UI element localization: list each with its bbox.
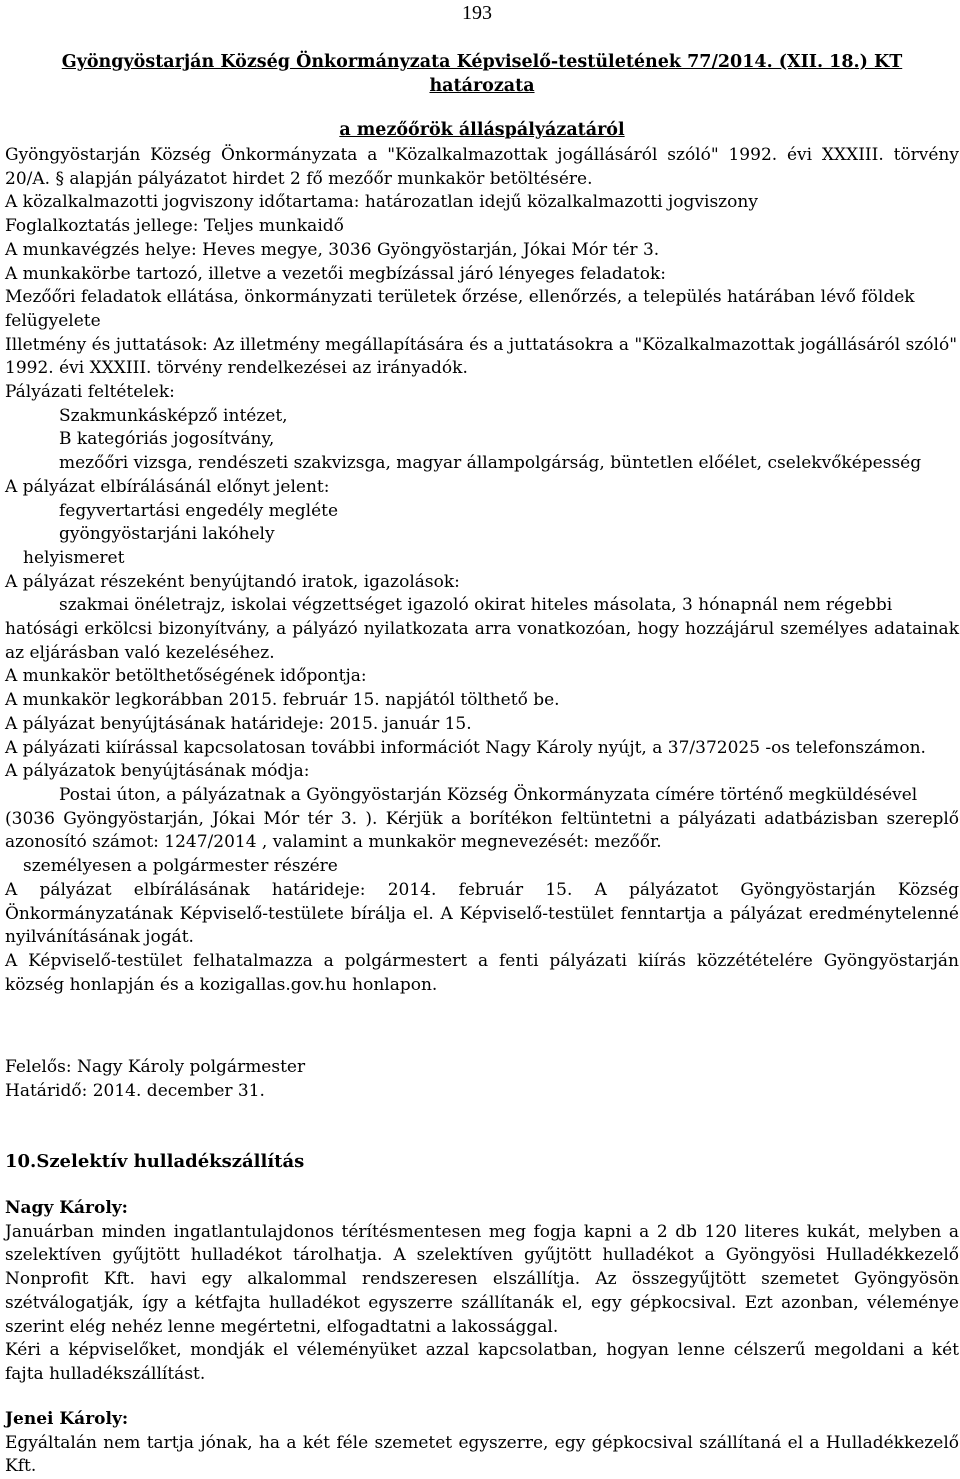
informacio-paragraph: A pályázati kiírással kapcsolatosan további információt Nagy Károly nyújt, a 37/372025 -os telefonszámon. [5, 737, 926, 758]
iratok-continuation: hatósági erkölcsi bizonyítvány, a pályázó nyilatkozata arra vonatkozóan, hogy hozzájárul személyes adatainak az eljárásban való kezeléséhez. [5, 619, 959, 663]
list-item [5, 428, 959, 452]
list-item-text: fegyvertartási engedély megléte [59, 500, 339, 521]
speaker-paragraph: Januárban minden ingatlantulajdonos térítésmentesen meg fogja kapni a 2 db 120 literes kukát, melyben a szelektíven gyűjtött hulladékot tárolhatja. A szelektíven gyűjtött hulladékot a Gyöngyösi Hulladékkezelő Nonprofit Kft. havi egy alkalommal rendszeresen elszállítja. Az összegyűjtött szemetet Gyöngyösön szétválogatják, így a kétfajta hulladékot egyszerre szállítanák el, egy gépkocsival. Ezt azonban, véleménye szerint elég nehéz lenne megértetni, elfogadtatni a lakossággal. [5, 1221, 959, 1337]
modja-continuation: (3036 Gyöngyöstarján, Jókai Mór tér 3. ). Kérjük a borítékon feltüntetni a pályázati adatbázisban szereplő azonosító számot: 1247/2014 , valamint a munkakör megnevezését: mezőőr. [5, 808, 959, 853]
resolution-title [5, 50, 959, 98]
list-item [5, 500, 959, 524]
betoltes-label: A munkakör betölthetőségének időpontja: [5, 666, 367, 687]
intro-paragraph: Gyöngyöstarján Község Önkormányzata a "Közalkalmazottak jogállásáról szóló" 1992. évi XXXIII. törvény 20/A. § alapján pályázatot hirdet 2 fő mezőőr munkakör betöltésére. [5, 145, 959, 189]
speaker-paragraph: Kéri a képviselőket, mondják el véleményüket azzal kapcsolatban, hogyan lenne célszerű megoldani a két fajta hulladékszállítást. [5, 1340, 959, 1384]
betoltes-text: A munkakör legkorábban 2015. február 15. napjától tölthető be. [5, 690, 560, 711]
responsibility-block [5, 1056, 959, 1103]
felhatalmazas-paragraph: A Képviselő-testület felhatalmazza a polgármestert a fenti pályázati kiírás közzétételére Gyöngyöstarján község honlapján és a kozigallas.gov.hu honlapon. [5, 950, 959, 995]
speaker-paragraph: Egyáltalán nem tartja jónak, ha a két féle szemetet egyszerre, egy gépkocsival szállítaná el a Hulladékkezelő Kft. [5, 1432, 959, 1477]
title-line-2: határozata [429, 76, 535, 96]
list-item [5, 547, 959, 571]
list-item-text: szakmai önéletrajz, iskolai végzettséget igazoló okirat hiteles másolata, 3 hónapnál nem régebbi [59, 595, 893, 616]
jogviszony-line: A közalkalmazotti jogviszony időtartama: határozatlan idejű közalkalmazotti jogviszony [5, 192, 758, 213]
speaker-name: Jenei Károly: [5, 1409, 129, 1429]
hatarido-line: Határidő: 2014. december 31. [5, 1080, 265, 1101]
list-item [5, 452, 959, 476]
title-line-1: Gyöngyöstarján Község Önkormányzata Képviselő-testületének 77/2014. (XII. 18.) KT [61, 52, 903, 72]
resolution-subtitle: a mezőőrök álláspályázatáról [339, 120, 625, 140]
benyujtas-hatarido: A pályázat benyújtásának határideje: 2015. január 15. [5, 713, 472, 734]
feladatok-label: A munkakörbe tartozó, illetve a vezetői megbízással járó lényeges feladatok: [5, 263, 666, 284]
illetmeny-paragraph: Illetmény és juttatások: Az illetmény megállapítására és a juttatásokra a "Közalkalmazottak jogállásáról szóló" 1992. évi XXXIII. törvény rendelkezései az irányadók. [5, 334, 958, 379]
list-item-text: B kategóriás jogosítvány, [59, 429, 275, 450]
elony-label: A pályázat elbírálásánál előnyt jelent: [5, 476, 330, 497]
foglalkoztatas-line: Foglalkoztatás jellege: Teljes munkaidő [5, 216, 344, 237]
feladatok-text: Mezőőri feladatok ellátása, önkormányzati területek őrzése, ellenőrzés, a település határában lévő földek felügyelete [5, 287, 915, 331]
modja-label: A pályázatok benyújtásának módja: [5, 761, 310, 782]
speaker-name: Nagy Károly: [5, 1198, 128, 1218]
iratok-label: A pályázat részeként benyújtandó iratok, igazolások: [5, 571, 460, 592]
list-item [5, 855, 959, 879]
list-item [5, 784, 959, 808]
munkavegzes-line: A munkavégzés helye: Heves megye, 3036 Gyöngyöstarján, Jókai Mór tér 3. [5, 239, 660, 260]
felelos-line: Felelős: Nagy Károly polgármester [5, 1057, 306, 1077]
list-item [5, 594, 959, 618]
page-number: 193 [462, 2, 492, 24]
elbiralas-paragraph: A pályázat elbírálásának határideje: 2014. február 15. A pályázatot Gyöngyöstarján Község Önkormányzatának Képviselő-testülete bírálja el. A Képviselő-testület fenntartja a pályázat eredménytelenné nyilvánításának jogát. [5, 879, 959, 948]
list-item-text: személyesen a polgármester részére [23, 856, 338, 877]
list-item-text: helyismeret [23, 547, 125, 568]
list-item [5, 405, 959, 429]
section-heading: 10.Szelektív hulladékszállítás [5, 1151, 305, 1172]
list-item [5, 523, 959, 547]
speaker-block-1 [5, 1197, 959, 1387]
list-item-text: Postai úton, a pályázatnak a Gyöngyöstarján Község Önkormányzata címére történő megküldésével [59, 784, 918, 805]
feltetelek-label: Pályázati feltételek: [5, 382, 175, 403]
list-item-text: mezőőri vizsga, rendészeti szakvizsga, magyar állampolgárság, büntetlen előélet, cselekvőképesség [59, 453, 922, 474]
resolution-body [5, 144, 959, 997]
speaker-block-2 [5, 1408, 959, 1479]
list-item-text: gyöngyöstarjáni lakóhely [59, 524, 275, 545]
list-item-text: Szakmunkásképző intézet, [59, 405, 288, 426]
